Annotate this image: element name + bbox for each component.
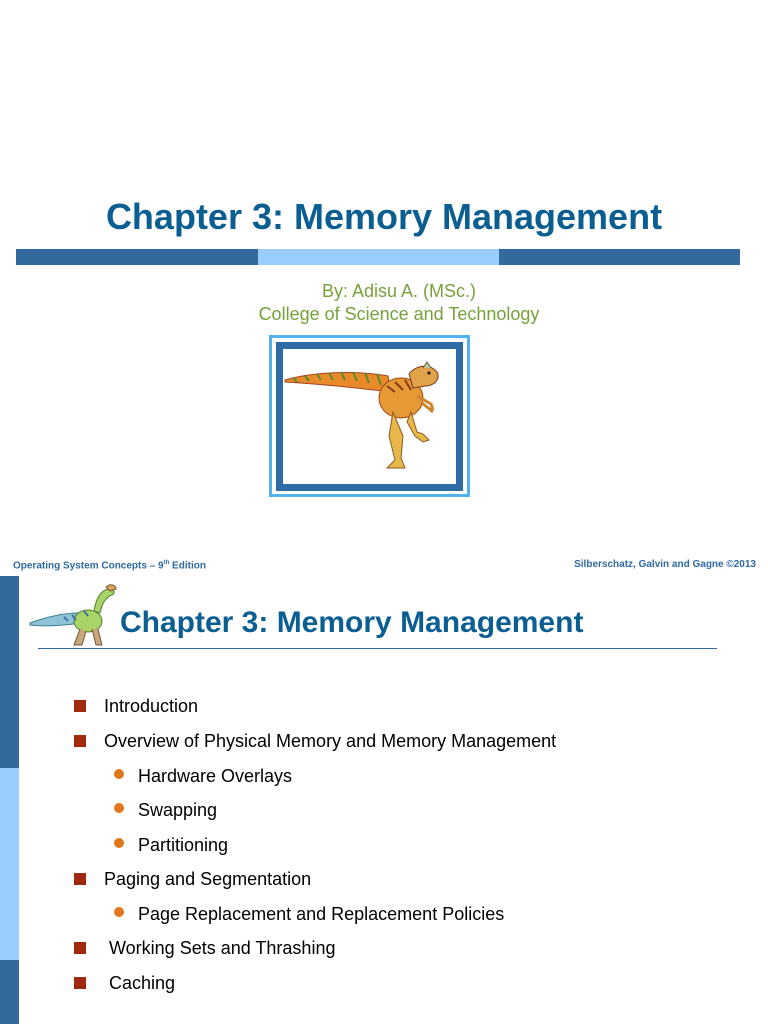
bullet-square-icon (74, 942, 86, 954)
list-item: Swapping (138, 800, 218, 820)
list-item: Introduction (104, 696, 199, 716)
bullet-square-icon (74, 700, 86, 712)
bullet-dot-icon (114, 769, 124, 779)
list-item: Partitioning (138, 835, 229, 855)
dinosaur-small-icon (28, 583, 118, 647)
author-college: College of Science and Technology (258, 304, 540, 324)
title-bar-middle (258, 249, 499, 265)
list-item: Caching (109, 973, 176, 993)
list-item: Page Replacement and Replacement Policies (138, 904, 505, 924)
title-underline (38, 648, 717, 649)
bullet-square-icon (74, 873, 86, 885)
slide-title: Chapter 3: Memory Management (105, 196, 663, 237)
bullet-square-icon (74, 735, 86, 747)
author-name: By: Adisu A. (MSc.) (321, 281, 477, 301)
bullet-dot-icon (114, 838, 124, 848)
list-item: Hardware Overlays (138, 766, 293, 786)
section-title: Chapter 3: Memory Management (120, 606, 584, 639)
bullet-square-icon (74, 977, 86, 989)
side-bar-middle (0, 768, 19, 960)
list-item: Paging and Segmentation (104, 869, 312, 889)
bullet-dot-icon (114, 907, 124, 917)
author-block (0, 280, 768, 326)
title-bar-left (16, 249, 258, 265)
list-item: Working Sets and Thrashing (109, 938, 336, 958)
side-bar-top (0, 576, 19, 768)
footer-authors: Silberschatz, Galvin and Gagne ©2013 (574, 559, 756, 570)
list-item: Overview of Physical Memory and Memory Management (104, 731, 557, 751)
title-bar-right (499, 249, 740, 265)
dinosaur-logo-icon (283, 356, 448, 474)
footer-edition: Operating System Concepts – 9th Edition (13, 560, 206, 572)
side-bar-bottom (0, 960, 19, 1024)
bullet-dot-icon (114, 803, 124, 813)
